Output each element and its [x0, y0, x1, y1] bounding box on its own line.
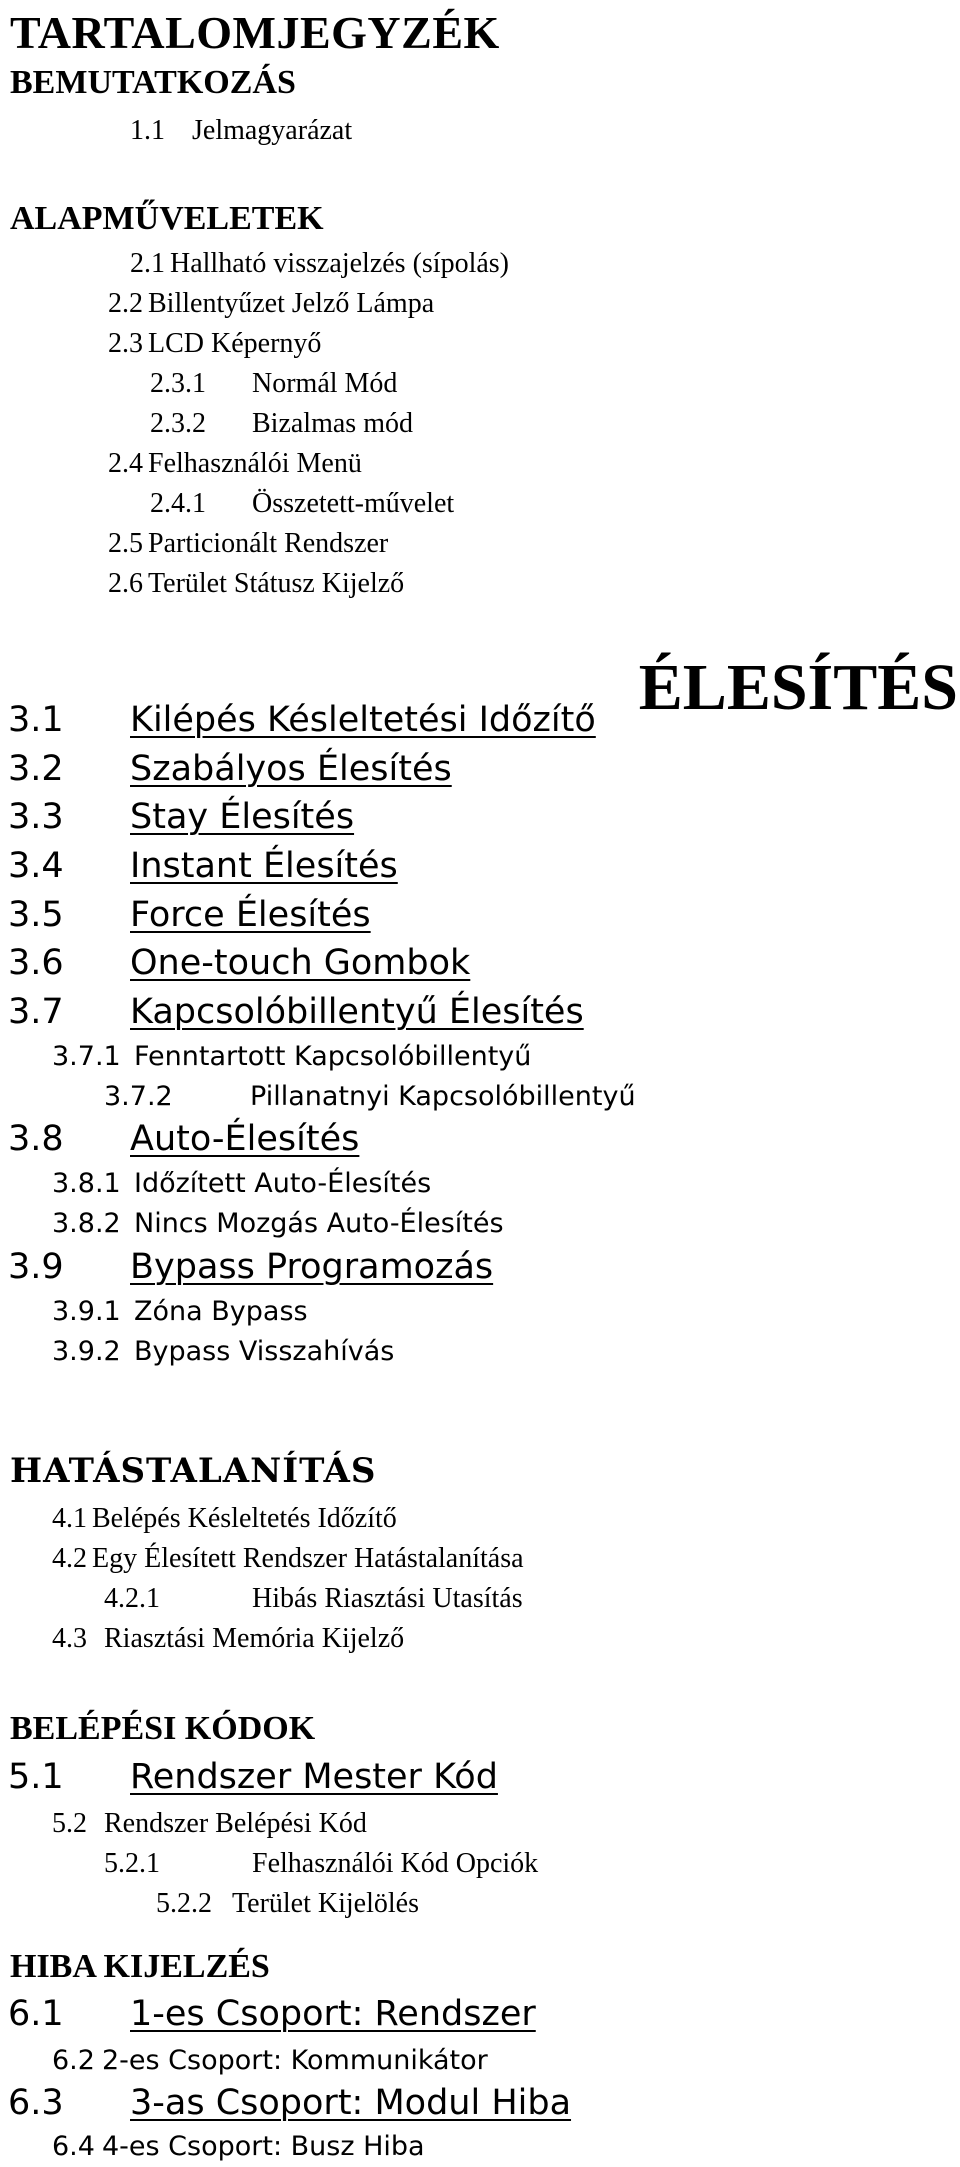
toc-entry-number: 2.3.2: [150, 408, 206, 439]
toc-entry-label: Fenntartott Kapcsolóbillentyű: [134, 1041, 532, 1072]
toc-entry-number: 3.8: [8, 1119, 64, 1159]
toc-entry-number: 3.2: [8, 749, 64, 789]
toc-entry-6-3[interactable]: [8, 2083, 572, 2123]
toc-entry-3-8-2[interactable]: [52, 1210, 504, 1237]
toc-entry-3-9-1[interactable]: [52, 1298, 308, 1325]
toc-entry-label: Terület Kijelölés: [232, 1888, 419, 1919]
toc-entry-number: 3.6: [8, 943, 64, 983]
toc-entry-5-2-2[interactable]: [156, 1890, 419, 1918]
toc-entry-number: 4.2.1: [104, 1583, 160, 1614]
toc-entry-label: Particionált Rendszer: [148, 528, 389, 559]
toc-entry-3-7-2[interactable]: [104, 1083, 636, 1110]
toc-entry-number: 3.7.1: [52, 1041, 121, 1072]
toc-entry-label: Szabályos Élesítés: [130, 749, 452, 789]
page-title: TARTALOMJEGYZÉK: [10, 7, 500, 58]
section-heading-elesites: ÉLESÍTÉS: [638, 651, 958, 724]
toc-entry-label: Belépés Késleltetés Időzítő: [92, 1503, 397, 1534]
toc-entry-label: Felhasználói Menü: [148, 448, 362, 479]
toc-entry-number: 6.4: [52, 2131, 95, 2162]
toc-entry-label: Egy Élesített Rendszer Hatástalanítása: [92, 1543, 524, 1574]
toc-entry-number: 2.3: [108, 328, 143, 359]
toc-entry-label: Pillanatnyi Kapcsolóbillentyű: [250, 1081, 636, 1112]
toc-entry-4-2-1[interactable]: [104, 1585, 523, 1613]
toc-entry-label: Kilépés Késleltetési Időzítő: [130, 700, 596, 740]
toc-entry-3-5[interactable]: [8, 895, 371, 935]
toc-entry-label: Rendszer Mester Kód: [130, 1757, 498, 1797]
toc-entry-label: Zóna Bypass: [134, 1296, 308, 1327]
toc-entry-label: 4-es Csoport: Busz Hiba: [102, 2131, 425, 2162]
toc-entry-2-5[interactable]: [108, 530, 388, 558]
toc-entry-3-1[interactable]: [8, 700, 596, 740]
toc-entry-3-8[interactable]: [8, 1119, 360, 1159]
toc-entry-label: 1-es Csoport: Rendszer: [130, 1994, 536, 2034]
toc-entry-6-4[interactable]: [52, 2133, 425, 2160]
toc-entry-label: Stay Élesítés: [130, 797, 355, 837]
toc-entry-label: Terület Státusz Kijelző: [148, 568, 405, 599]
toc-entry-2-4[interactable]: [108, 450, 362, 478]
toc-entry-number: 5.1: [8, 1757, 64, 1797]
section-heading-belepesi-kodok: BELÉPÉSI KÓDOK: [10, 1710, 316, 1747]
toc-entry-label: Bizalmas mód: [252, 408, 413, 439]
toc-entry-6-2[interactable]: [52, 2047, 488, 2074]
toc-entry-number: 3.9.2: [52, 1336, 121, 1367]
toc-entry-label: Billentyűzet Jelző Lámpa: [148, 288, 435, 319]
toc-entry-number: 2.1: [130, 248, 165, 279]
toc-entry-label: Kapcsolóbillentyű Élesítés: [130, 992, 584, 1032]
toc-entry-label: 2-es Csoport: Kommunikátor: [102, 2045, 488, 2076]
toc-entry-label: Rendszer Belépési Kód: [104, 1808, 367, 1839]
section-heading-bemutatkozas: BEMUTATKOZÁS: [10, 64, 296, 101]
toc-entry-3-8-1[interactable]: [52, 1170, 431, 1197]
toc-entry-label: LCD Képernyő: [148, 328, 322, 359]
toc-entry-number: 2.5: [108, 528, 143, 559]
toc-entry-number: 3.7.2: [104, 1081, 173, 1112]
toc-entry-5-1[interactable]: [8, 1757, 498, 1797]
toc-entry-label: Jelmagyarázat: [192, 115, 353, 146]
toc-entry-number: 4.3: [52, 1623, 87, 1654]
toc-entry-number: 3.5: [8, 895, 64, 935]
toc-entry-number: 5.2: [52, 1808, 87, 1839]
toc-entry-label: Auto-Élesítés: [130, 1119, 360, 1159]
toc-entry-3-7[interactable]: [8, 992, 584, 1032]
toc-entry-1-1[interactable]: [130, 117, 352, 145]
toc-entry-2-6[interactable]: [108, 570, 404, 598]
toc-entry-6-1[interactable]: [8, 1994, 536, 2034]
toc-entry-number: 2.4: [108, 448, 143, 479]
toc-entry-label: One-touch Gombok: [130, 943, 471, 983]
toc-entry-label: Instant Élesítés: [130, 846, 398, 886]
section-heading-hatastalanitas: HATÁSTALANÍTÁS: [10, 1451, 377, 1491]
toc-entry-number: 2.3.1: [150, 368, 206, 399]
toc-entry-number: 2.4.1: [150, 488, 206, 519]
toc-entry-label: Hibás Riasztási Utasítás: [252, 1583, 523, 1614]
toc-entry-label: Riasztási Memória Kijelző: [104, 1623, 405, 1654]
toc-entry-3-9[interactable]: [8, 1247, 494, 1287]
toc-entry-3-6[interactable]: [8, 943, 471, 983]
toc-entry-5-2-1[interactable]: [104, 1850, 538, 1878]
toc-entry-label: Összetett-művelet: [252, 488, 455, 519]
toc-entry-number: 3.8.1: [52, 1168, 121, 1199]
toc-entry-2-3-2[interactable]: [150, 410, 413, 438]
toc-entry-label: Bypass Visszahívás: [134, 1336, 395, 1367]
toc-entry-number: 6.3: [8, 2083, 64, 2123]
toc-entry-label: 3-as Csoport: Modul Hiba: [130, 2083, 572, 2123]
toc-entry-label: Normál Mód: [252, 368, 398, 399]
toc-entry-3-7-1[interactable]: [52, 1043, 531, 1070]
toc-entry-label: Hallható visszajelzés (sípolás): [170, 248, 510, 279]
toc-entry-number: 2.6: [108, 568, 143, 599]
toc-entry-3-9-2[interactable]: [52, 1338, 394, 1365]
section-heading-hiba-kijelzes: HIBA KIJELZÉS: [10, 1948, 270, 1985]
toc-entry-label: Bypass Programozás: [130, 1247, 494, 1287]
toc-entry-3-2[interactable]: [8, 749, 452, 789]
toc-entry-number: 3.9: [8, 1247, 64, 1287]
toc-entry-number: 4.1: [52, 1503, 87, 1534]
toc-entry-2-2[interactable]: [108, 290, 434, 318]
toc-entry-label: Felhasználói Kód Opciók: [252, 1848, 539, 1879]
toc-entry-2-1[interactable]: [130, 250, 509, 278]
toc-entry-5-2[interactable]: [52, 1810, 367, 1838]
toc-entry-3-3[interactable]: [8, 797, 355, 837]
toc-entry-label: Időzített Auto-Élesítés: [134, 1168, 432, 1199]
toc-entry-number: 3.8.2: [52, 1208, 121, 1239]
toc-entry-label: Nincs Mozgás Auto-Élesítés: [134, 1208, 504, 1239]
toc-entry-3-4[interactable]: [8, 846, 398, 886]
toc-entry-2-3[interactable]: [108, 330, 321, 358]
toc-entry-number: 5.2.2: [156, 1888, 212, 1919]
toc-entry-number: 5.2.1: [104, 1848, 160, 1879]
toc-entry-number: 6.2: [52, 2045, 95, 2076]
toc-entry-number: 3.7: [8, 992, 64, 1032]
toc-entry-4-2[interactable]: [52, 1545, 524, 1573]
toc-entry-number: 3.4: [8, 846, 64, 886]
toc-entry-2-4-1[interactable]: [150, 490, 454, 518]
toc-entry-number: 6.1: [8, 1994, 64, 2034]
toc-entry-number: 4.2: [52, 1543, 87, 1574]
toc-entry-label: Force Élesítés: [130, 895, 371, 935]
toc-entry-number: 1.1: [130, 115, 165, 146]
toc-entry-2-3-1[interactable]: [150, 370, 397, 398]
toc-entry-number: 3.1: [8, 700, 64, 740]
toc-entry-4-3[interactable]: [52, 1625, 404, 1653]
toc-entry-number: 3.9.1: [52, 1296, 121, 1327]
toc-entry-4-1[interactable]: [52, 1505, 397, 1533]
section-heading-alapmuveletek: ALAPMŰVELETEK: [10, 200, 324, 237]
toc-entry-number: 2.2: [108, 288, 143, 319]
toc-entry-number: 3.3: [8, 797, 64, 837]
